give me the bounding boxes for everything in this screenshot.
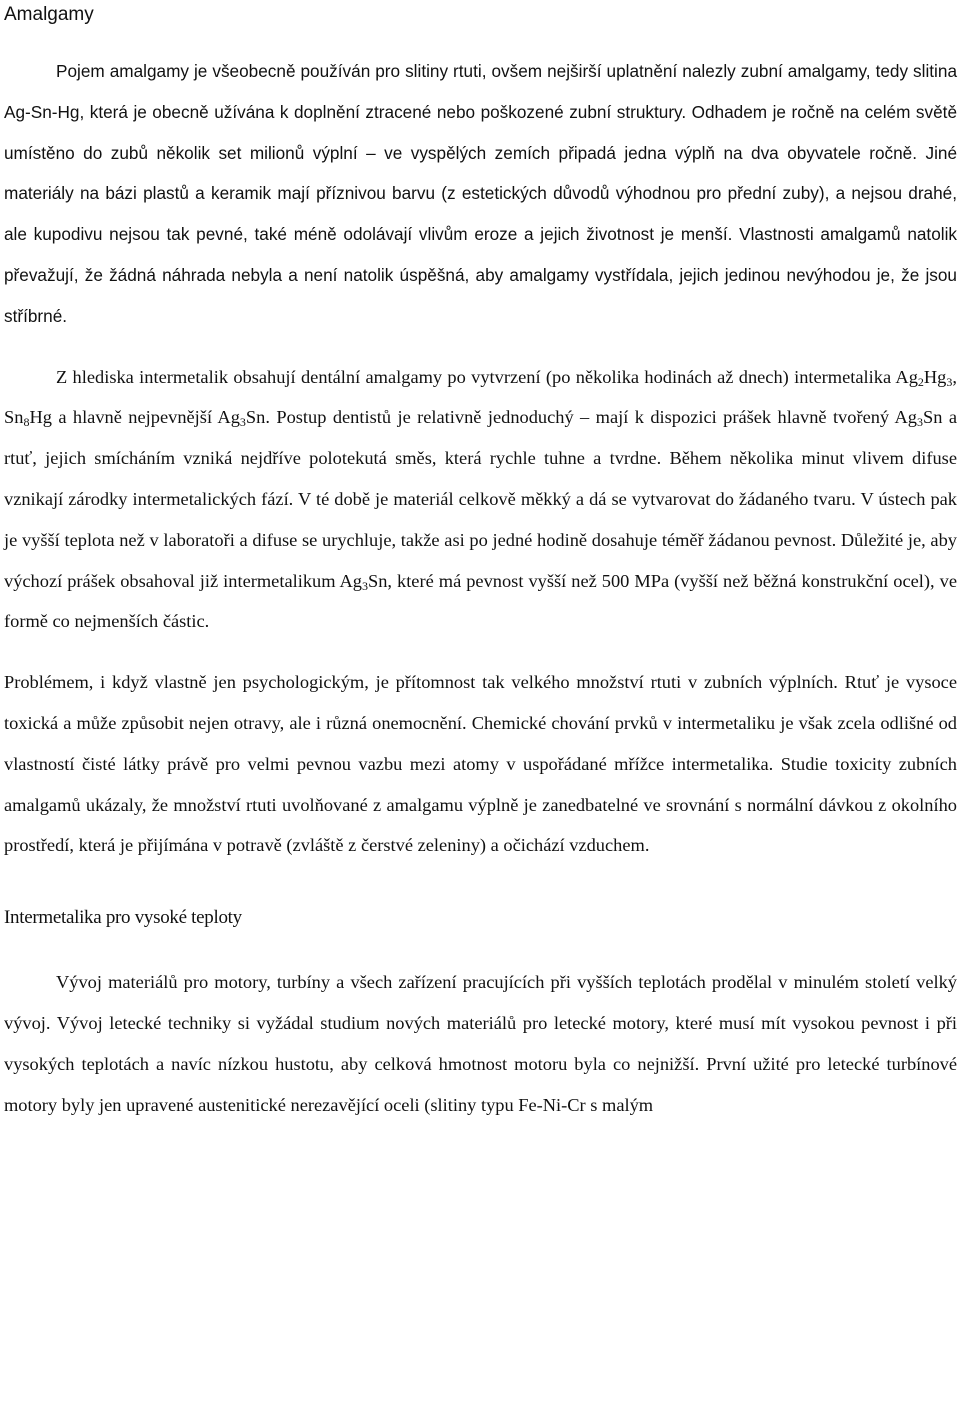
section-heading: Intermetalika pro vysoké teploty bbox=[4, 907, 242, 929]
paragraph-toxicity: Problémem, i když vlastně jen psychologickým, je přítomnost tak velkého množství rtuti v zubních výplních. Rtuť je vysoce toxická a může způsobit nejen otravy, ale i různá onemocnění. Chemické chování prvků v intermetaliku je však zcela odlišné od vlastností čisté látky právě pro velmi pevnou vazbu mezi atomy v uspořádané mřížce intermetalika. Studie toxicity zubních amalgamů ukázaly, že množství rtuti uvolňované z amalgamu výplně je zanedbatelné ve srovnání s normální dávkou z okolního prostředí, která je přijímána v potravě (zvláště z čerstvé zeleniny) a očichází vzduchem. bbox=[4, 672, 957, 856]
subscript: 8 bbox=[23, 415, 30, 430]
text-segment: Sn a rtuť, jejich smícháním vzniká nejdříve polotekutá směs, která rychle tuhne a tvrdne. Během několika minut vlivem difuse vznikají zárodky intermetalických fází. V té době je materiál celkově měkký a dá se vytvarovat do žádaného tvaru. V ústech pak je vyšší teplota než v laboratoři a difuse se urychluje, takže asi po jedné hodině dosahuje téměř žádanou pevnost. Důležité je, aby výchozí prášek obsahoval již intermetalikum Ag bbox=[4, 407, 957, 591]
paragraph-high-temperature: Vývoj materiálů pro motory, turbíny a všech zařízení pracujících při vyšších teplotách prodělal v minulém století velký vývoj. Vývoj letecké techniky si vyžádal studium nových materiálů pro letecké motory, které musí mít vysokou pevnost i při vysokých teplotách a navíc nízkou hustotu, aby celková hmotnost motoru byla co nejnižší. První užité pro letecké turbínové motory byly jen upravené austenitické nerezavějící oceli (slitiny typu Fe-Ni-Cr s malým bbox=[4, 972, 957, 1115]
paragraph-amalgam-intro: Pojem amalgamy je všeobecně používán pro slitiny rtuti, ovšem nejširší uplatnění nalezly zubní amalgamy, tedy slitina Ag-Sn-Hg, která je obecně užívána k doplnění ztracené nebo poškozené zubní struktury. Odhadem je ročně na celém světě umístěno do zubů několik set milionů výplní – ve vyspělých zemích připadá jedna výplň na dva obyvatele ročně. Jiné materiály na bázi plastů a keramik mají příznivou barvu (z estetických důvodů výhodnou pro přední zuby), a nejsou drahé, ale kupodivu nejsou tak pevné, také méně odolávají vlivům eroze a jejich životnost je menší. Vlastnosti amalgamů natolik převažují, že žádná náhrada nebyla a není natolik úspěšná, aby amalgamy vystřídala, jejich jedinou nevýhodou je, že jsou stříbrné. bbox=[4, 61, 957, 326]
subscript: 3 bbox=[917, 415, 923, 430]
document-page bbox=[4, 0, 957, 1125]
text-segment: Sn. Postup dentistů je relativně jednoduchý – mají k dispozici prášek hlavně tvořený Ag bbox=[245, 407, 917, 428]
paragraph-gap bbox=[4, 942, 957, 962]
text-segment: , Sn bbox=[4, 366, 957, 428]
paragraph-intermetallics-dental bbox=[4, 357, 957, 643]
text-segment: Hg a hlavně nejpevnější Ag bbox=[29, 407, 240, 428]
subscript: 3 bbox=[239, 415, 246, 430]
subscript: 2 bbox=[917, 374, 924, 389]
text-segment: Z hlediska intermetalik obsahují dentální amalgamy po vytvrzení (po několika hodinách až dnech) intermetalika Ag bbox=[56, 366, 918, 387]
page-title: Amalgamy bbox=[4, 4, 94, 25]
paragraph-gap bbox=[4, 642, 957, 662]
text-segment: Sn, které má pevnost vyšší než 500 MPa (vyšší než běžná konstrukční ocel), ve formě co nejmenších částic. bbox=[4, 570, 957, 632]
text-segment: Hg bbox=[923, 366, 947, 387]
paragraph-gap bbox=[4, 866, 957, 894]
paragraph-gap bbox=[4, 337, 957, 357]
subscript: 3 bbox=[361, 578, 368, 593]
subscript: 3 bbox=[946, 374, 953, 389]
